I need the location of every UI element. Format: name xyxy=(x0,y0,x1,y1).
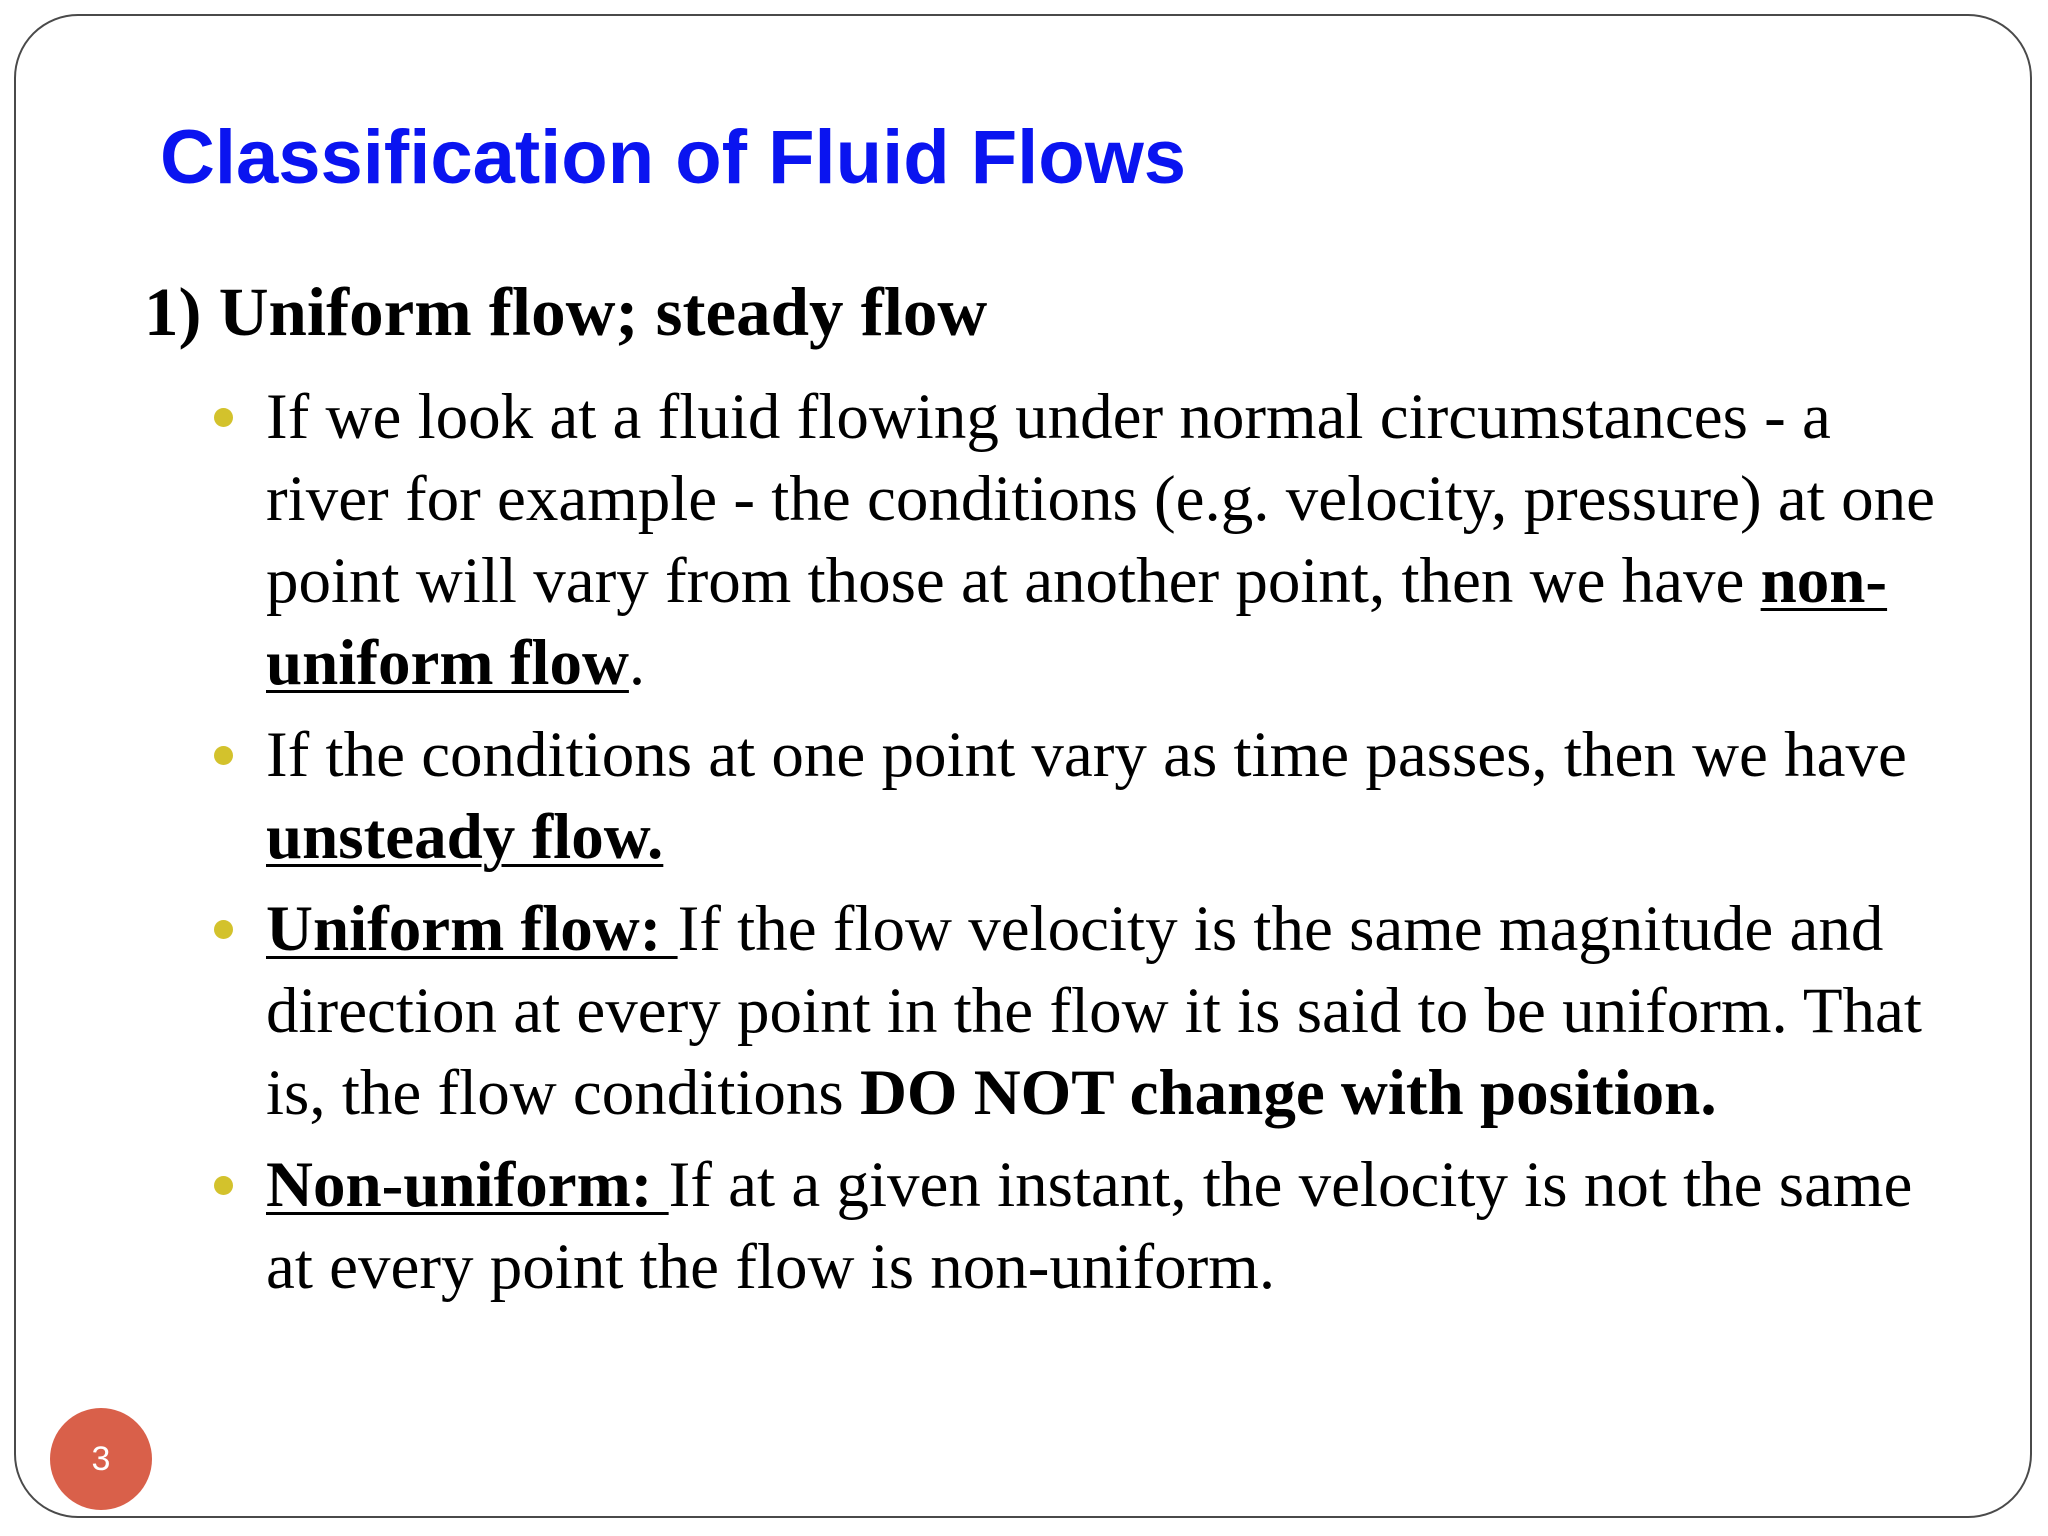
bullet-text: If at a given instant, the velocity is not the same at every point the flow is non-uniform. xyxy=(266,1149,1913,1303)
bullet-list xyxy=(266,376,1966,1318)
bullet-text-end: . xyxy=(628,627,646,699)
slide xyxy=(14,14,2032,1518)
bullet-text: If the flow velocity is the same magnitude and direction at every point in the flow it is said to be uniform. That is, the flow conditions xyxy=(266,893,1922,1129)
bullet-dot-icon xyxy=(214,408,233,427)
bullet-dot-icon xyxy=(214,920,233,939)
bullet-item-nonuniform xyxy=(266,376,1966,704)
bullet-term: Uniform flow: xyxy=(266,893,678,965)
bullet-item-unsteady xyxy=(266,714,1966,878)
bullet-item-uniform xyxy=(266,888,1966,1134)
bullet-emphasis: unsteady flow. xyxy=(266,801,664,873)
section-heading: 1) Uniform flow; steady flow xyxy=(144,274,988,350)
page-number-badge: 3 xyxy=(50,1408,152,1510)
bullet-term: Non-uniform: xyxy=(266,1149,669,1221)
bullet-dot-icon xyxy=(214,746,233,765)
bullet-dot-icon xyxy=(214,1176,233,1195)
slide-title: Classification of Fluid Flows xyxy=(160,115,1187,200)
bullet-item-nonuniform-definition xyxy=(266,1144,1966,1308)
bullet-text: If the conditions at one point vary as time passes, then we have xyxy=(266,719,1907,791)
bullet-emphasis: DO NOT change with position. xyxy=(859,1057,1717,1129)
bullet-text: If we look at a fluid flowing under normal circumstances - a river for example - the conditions (e.g. velocity, pressure) at one point will vary from those at another point, then we have xyxy=(266,381,1935,617)
bullet-emphasis: non-uniform flow xyxy=(266,545,1888,699)
